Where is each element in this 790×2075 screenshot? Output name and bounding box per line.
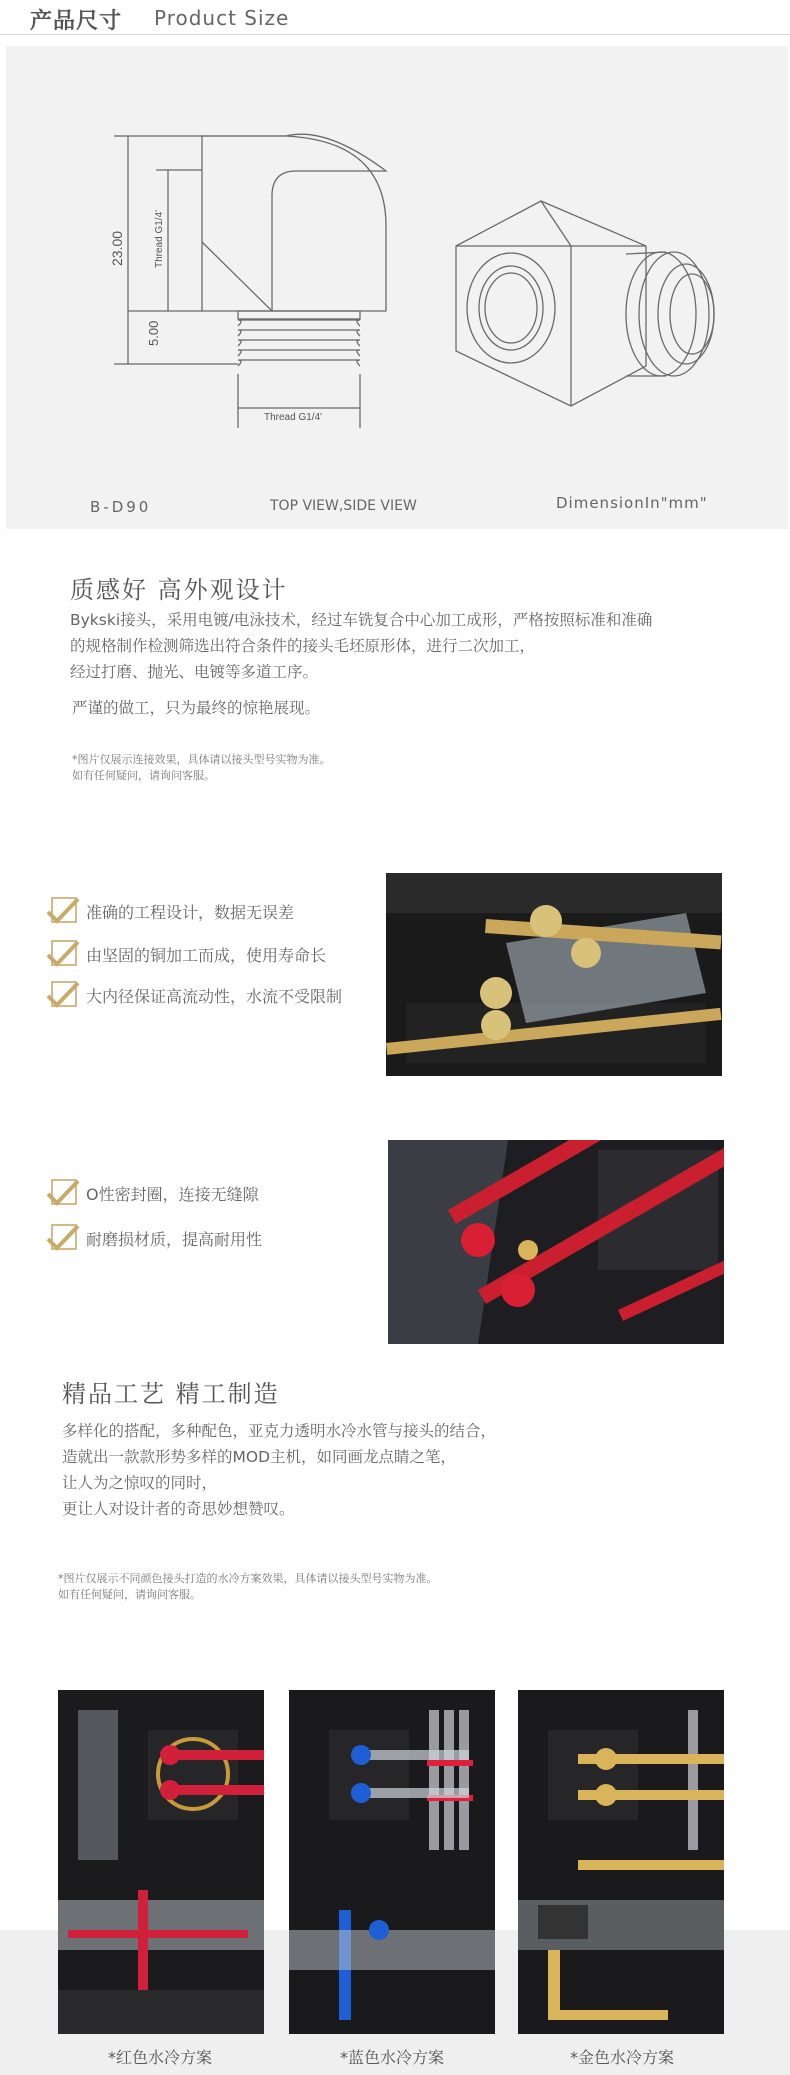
check-icon xyxy=(46,980,80,1010)
technical-drawing xyxy=(6,46,788,529)
section-title-en: Product Size xyxy=(154,6,290,30)
product-photo-red xyxy=(388,1140,724,1344)
feature-item xyxy=(46,896,294,926)
iso-body xyxy=(456,201,646,406)
view-label: TOP VIEW,SIDE VIEW xyxy=(270,498,417,514)
check-icon xyxy=(46,1223,80,1253)
feature-label: 耐磨损材质，提高耐用性 xyxy=(86,1229,263,1249)
feature-label: 准确的工程设计，数据无误差 xyxy=(86,902,295,922)
check-icon xyxy=(46,1178,80,1208)
note-line: *图片仅展示不同颜色接头打造的水冷方案效果，具体请以接头型号实物为准。 xyxy=(58,1572,438,1585)
model-label: B-D90 xyxy=(90,498,152,516)
quality-heading: 质感好 高外观设计 xyxy=(70,576,288,604)
note-line: 如有任何疑问，请询问客服。 xyxy=(72,769,215,782)
section-title-cn: 产品尺寸 xyxy=(30,9,123,34)
feature-label: O性密封圈，连接无缝隙 xyxy=(86,1184,259,1204)
product-photo-brass xyxy=(386,873,722,1076)
quality-line: 的规格制作检测筛选出符合条件的接头毛坯原形体，进行二次加工， xyxy=(70,637,536,655)
dim-height-label: 23.00 xyxy=(109,230,125,266)
craft-heading: 精品工艺 精工制造 xyxy=(62,1380,280,1408)
feature-label: 由坚固的铜加工而成，使用寿命长 xyxy=(86,945,327,965)
note-line: *图片仅展示连接效果，具体请以接头型号实物为准。 xyxy=(72,753,331,766)
unit-label: DimensionIn"mm" xyxy=(556,494,708,512)
gallery-photo-blue xyxy=(289,1690,495,2034)
check-icon xyxy=(46,896,80,926)
elbow-outline xyxy=(202,134,386,311)
quality-tagline: 严谨的做工，只为最终的惊艳展现。 xyxy=(72,699,321,717)
gallery-photo-gold xyxy=(518,1690,724,2034)
gallery-photo-red xyxy=(58,1690,264,2034)
thread-vertical-label: Thread G1/4' xyxy=(154,209,165,268)
check-icon xyxy=(46,939,80,969)
feature-item xyxy=(46,1178,259,1208)
section-header xyxy=(0,0,790,36)
craft-line: 造就出一款款形势多样的MOD主机，如同画龙点睛之笔， xyxy=(62,1448,457,1466)
feature-item xyxy=(46,980,342,1010)
craft-paragraph xyxy=(62,1418,742,1522)
craft-line: 更让人对设计者的奇思妙想赞叹。 xyxy=(62,1500,295,1518)
thread-bottom-label: Thread G1/4' xyxy=(264,412,323,423)
gallery-caption-gold: *金色水冷方案 xyxy=(570,2048,675,2067)
feature-item xyxy=(46,1223,262,1253)
gallery-caption-red: *红色水冷方案 xyxy=(108,2048,213,2067)
gallery-caption-blue: *蓝色水冷方案 xyxy=(340,2048,445,2067)
quality-line: 经过打磨、抛光、电镀等多道工序。 xyxy=(70,663,319,681)
feature-label: 大内径保证高流动性，水流不受限制 xyxy=(86,986,343,1006)
quality-notes xyxy=(72,752,331,784)
thread-ridges xyxy=(238,320,360,366)
feature-item xyxy=(46,939,326,969)
dim-thread-length-label: 5.00 xyxy=(146,320,161,346)
craft-line: 多样化的搭配，多种配色，亚克力透明水冷水管与接头的结合， xyxy=(62,1422,497,1440)
dimension-drawing-panel xyxy=(6,46,788,529)
craft-line: 让人为之惊叹的同时， xyxy=(62,1474,218,1492)
note-line: 如有任何疑问，请询问客服。 xyxy=(58,1588,201,1601)
header-divider xyxy=(0,34,790,35)
quality-paragraph xyxy=(70,607,750,685)
quality-line: Bykski接头，采用电镀/电泳技术，经过车铣复合中心加工成形，严格按照标准和准确 xyxy=(70,611,653,629)
craft-notes xyxy=(58,1571,438,1603)
